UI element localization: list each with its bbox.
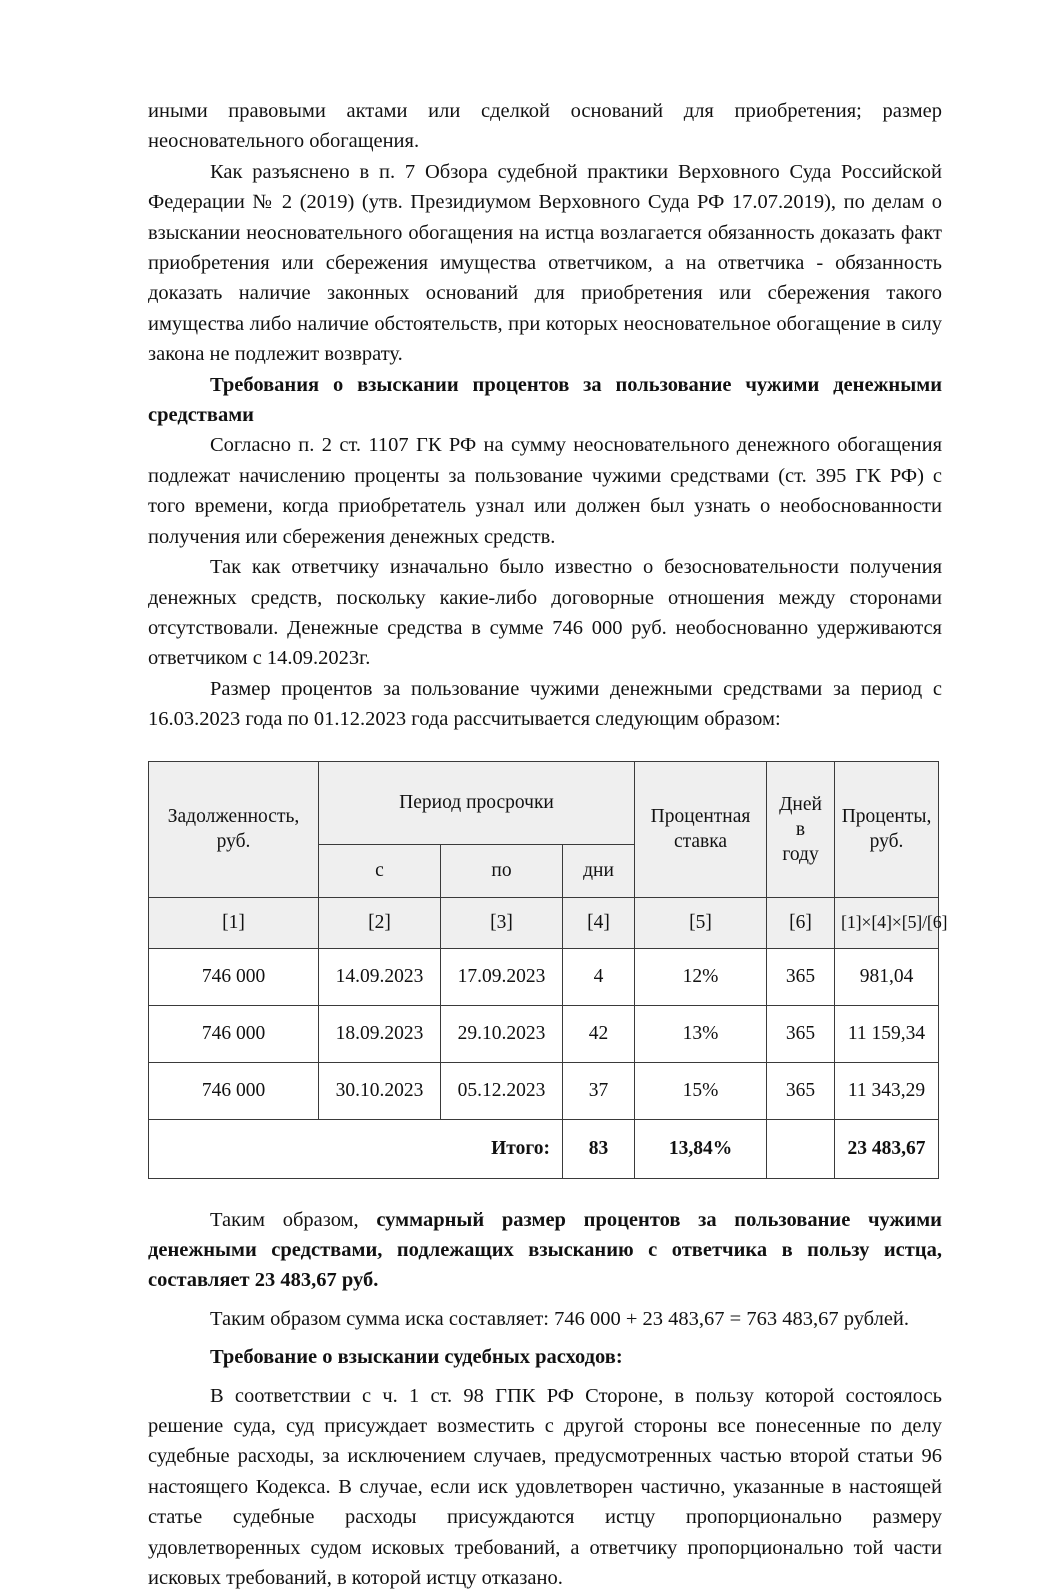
cell-days-in-year: 365 — [767, 1062, 835, 1119]
cell-from: 18.09.2023 — [319, 1005, 441, 1062]
table-row — [149, 1062, 939, 1119]
spacer-3 — [148, 1373, 942, 1381]
interest-calculation-table — [148, 761, 948, 1179]
index-interest-formula: [1]×[4]×[5]/[6] — [835, 897, 939, 948]
spacer-1 — [148, 1296, 942, 1304]
table-body — [149, 948, 939, 1178]
total-label: Итого: — [149, 1119, 563, 1178]
header-period-from: с — [319, 844, 441, 897]
cell-from: 30.10.2023 — [319, 1062, 441, 1119]
cell-interest: 11 159,34 — [835, 1005, 939, 1062]
header-period-group: Период просрочки — [319, 761, 635, 844]
cell-interest: 981,04 — [835, 948, 939, 1005]
table-header-row-index — [149, 897, 939, 948]
paragraph-interest-period: Размер процентов за пользование чужими денежными средствами за период с 16.03.2023 года по 01.12.2023 года рассчитывается следующим образом: — [148, 677, 942, 731]
header-interest-line2: руб. — [869, 831, 904, 853]
total-days: 83 — [563, 1119, 635, 1178]
cell-to: 05.12.2023 — [441, 1062, 563, 1119]
cell-days: 42 — [563, 1005, 635, 1062]
index-from: [2] — [319, 897, 441, 948]
table-row — [149, 948, 939, 1005]
total-interest-bold-text: суммарный размер процентов за пользование чужими денежными средствами, подлежащих взысканию с ответчика в пользу истца, составляет 23 483,67 руб. — [148, 1208, 942, 1292]
cell-debt: 746 000 — [149, 1062, 319, 1119]
header-rate — [635, 761, 767, 897]
total-interest-lead-text: Таким образом, — [210, 1208, 377, 1231]
cell-debt: 746 000 — [149, 1005, 319, 1062]
cell-debt: 746 000 — [149, 948, 319, 1005]
index-debt: [1] — [149, 897, 319, 948]
cell-interest: 11 343,29 — [835, 1062, 939, 1119]
table-header-row-main — [149, 761, 939, 844]
heading-legal-costs: Требование о взыскании судебных расходов: — [210, 1346, 623, 1369]
header-interest — [835, 761, 939, 897]
header-period-days: дни — [563, 844, 635, 897]
header-debt: Задолженность, руб. — [149, 761, 319, 897]
interest-calculation-table-wrap — [148, 761, 948, 1179]
index-rate: [5] — [635, 897, 767, 948]
cell-to: 17.09.2023 — [441, 948, 563, 1005]
cell-days-in-year: 365 — [767, 948, 835, 1005]
total-rate: 13,84% — [635, 1119, 767, 1178]
heading-interest-claim: Требования о взыскании процентов за пользование чужими денежными средствами — [148, 373, 942, 427]
header-rate-line1: Процентная — [650, 806, 751, 828]
cell-rate: 15% — [635, 1062, 767, 1119]
index-days: [4] — [563, 897, 635, 948]
cell-days: 37 — [563, 1062, 635, 1119]
table-total-row — [149, 1119, 939, 1178]
header-days-in-year-line1: Дней — [779, 793, 822, 815]
header-interest-line1: Проценты, — [841, 806, 932, 828]
index-days-in-year: [6] — [767, 897, 835, 948]
total-days-in-year — [767, 1119, 835, 1178]
paragraph-review-practice: Как разъяснено в п. 7 Обзора судебной практики Верховного Суда Российской Федерации № 2 (2019) (утв. Президиумом Верховного Суда РФ 17.07.2019), по делам о взыскании неосновательного обогащения на истца возлагается обязанность доказать факт приобретения или сбережения имущества ответчиком, а на ответчика - обязанность доказать наличие законных оснований для приобретения или сбережения такого имущества либо наличие обстоятельств, при которых неосновательное обогащение в силу закона не подлежит возврату. — [148, 160, 942, 366]
table-head — [149, 761, 948, 948]
index-to: [3] — [441, 897, 563, 948]
paragraph-total-interest — [148, 1205, 942, 1296]
paragraph-continuation: иными правовыми актами или сделкой оснований для приобретения; размер неосновательного обогащения. — [148, 100, 942, 153]
cell-to: 29.10.2023 — [441, 1005, 563, 1062]
cell-from: 14.09.2023 — [319, 948, 441, 1005]
header-days-in-year-line2: в — [795, 818, 806, 840]
header-rate-line2: ставка — [673, 831, 728, 853]
paragraph-claim-sum: Таким образом сумма иска составляет: 746 000 + 23 483,67 = 763 483,67 рублей. — [210, 1307, 910, 1330]
cell-rate: 13% — [635, 1005, 767, 1062]
document-body — [148, 96, 948, 1593]
spacer-2 — [148, 1334, 942, 1342]
total-interest: 23 483,67 — [835, 1119, 939, 1178]
paragraph-defendant-knew: Так как ответчику изначально было известно о безосновательности получения денежных средств, поскольку какие-либо договорные отношения между сторонами отсутствовали. Денежные средства в сумме 746 000 руб. необоснованно удерживаются ответчиком с 14.09.2023г. — [148, 556, 942, 670]
header-period-to: по — [441, 844, 563, 897]
cell-rate: 12% — [635, 948, 767, 1005]
cell-days-in-year: 365 — [767, 1005, 835, 1062]
header-days-in-year-line3: году — [782, 843, 819, 865]
paragraph-article-1107: Согласно п. 2 ст. 1107 ГК РФ на сумму неосновательного денежного обогащения подлежат начислению проценты за пользование чужими средствами (ст. 395 ГК РФ) с того времени, когда приобретатель узнал или должен был узнать о необоснованности получения или сбережения денежных средств. — [148, 434, 942, 548]
spacer-after-table — [148, 1179, 942, 1205]
paragraph-gpk-98: В соответствии с ч. 1 ст. 98 ГПК РФ Стороне, в пользу которой состоялось решение суда, суд присуждает возместить с другой стороны все понесенные по делу судебные расходы, за исключением случаев, предусмотренных частью второй статьи 96 настоящего Кодекса. В случае, если иск удовлетворен частично, указанные в настоящей статье судебные расходы присуждаются истцу пропорционально размеру удовлетворенных судом исковых требований, а ответчику пропорционально той части исковых требований, в которой истцу отказано. — [148, 1384, 942, 1589]
header-days-in-year — [767, 761, 835, 897]
cell-days: 4 — [563, 948, 635, 1005]
table-row — [149, 1005, 939, 1062]
